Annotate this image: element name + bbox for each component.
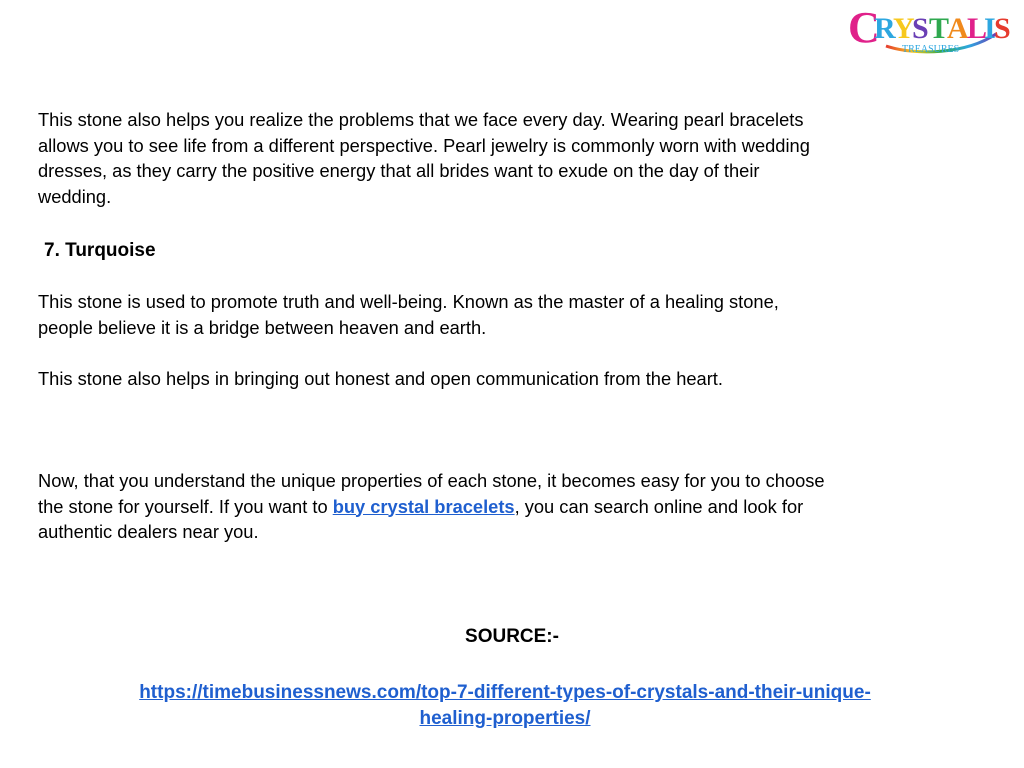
- turquoise-paragraph-1: This stone is used to promote truth and well-being. Known as the master of a healing stone, people believe it is a bridge between heaven and earth.: [38, 291, 779, 338]
- logo-letter-s2: S: [994, 12, 1011, 45]
- logo-letter-r: R: [874, 12, 896, 45]
- source-url-paragraph: [0, 680, 1010, 732]
- crystalis-logo-graphic: [846, 4, 1018, 70]
- logo-letter-c: C: [848, 4, 880, 52]
- logo-letter-t: T: [929, 12, 950, 45]
- logo-letter-l: L: [967, 12, 988, 45]
- logo-subtitle: TREASURES: [902, 44, 960, 55]
- buy-crystal-bracelets-link[interactable]: buy crystal bracelets: [332, 495, 515, 517]
- source-label: SOURCE:-: [465, 626, 559, 647]
- source-url-link[interactable]: https://timebusinessnews.com/top-7-different-types-of-crystals-and-their-unique- healing-properties/: [139, 682, 871, 729]
- conclusion-text-start: Now, that you understand the unique properties of each stone, it becomes easy for you to choose the stone for yourself. If you want to: [38, 470, 825, 517]
- turquoise-heading: 7. Turquoise: [44, 240, 156, 261]
- logo-letter-y: Y: [893, 12, 915, 45]
- logo-letter-a: A: [947, 12, 969, 45]
- turquoise-paragraph-2: This stone also helps in bringing out honest and open communication from the heart.: [38, 368, 723, 389]
- conclusion-text-end: , you can search online and look for authentic dealers near you.: [38, 495, 804, 542]
- logo-letter-s: S: [912, 12, 929, 45]
- pearl-paragraph: This stone also helps you realize the problems that we face every day. Wearing pearl bracelets allows you to see life from a different perspective. Pearl jewelry is commonly worn with wedding dresses, as they carry the positive energy that all brides want to exude on the day of their wedding.: [38, 109, 810, 207]
- logo-letter-i: I: [984, 12, 996, 45]
- conclusion-paragraph: [38, 468, 825, 545]
- crystalis-logo: [846, 4, 1018, 70]
